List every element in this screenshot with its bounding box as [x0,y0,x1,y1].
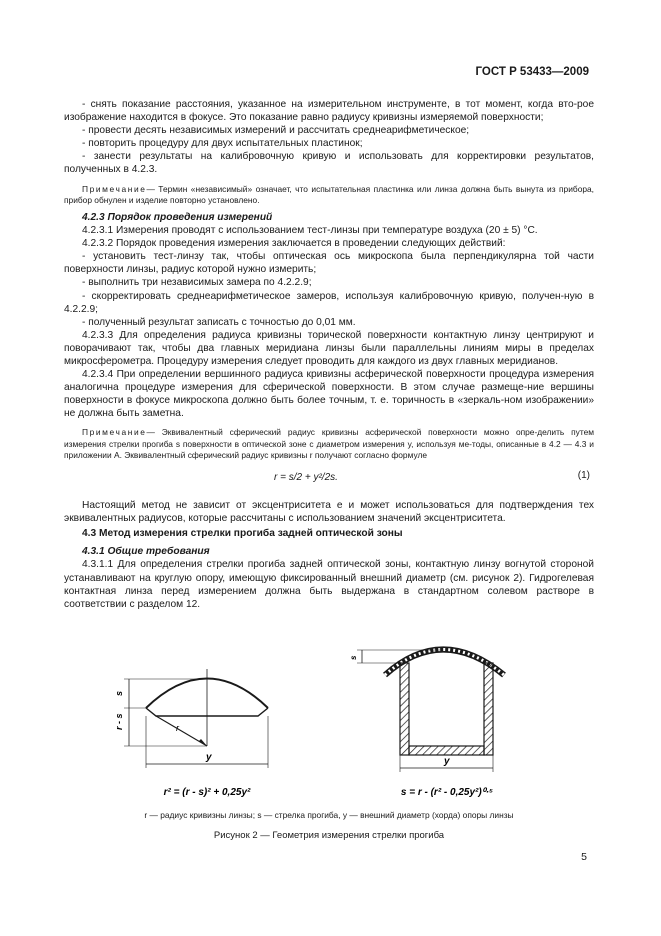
subsection-heading: 4.3.1 Общие требования [82,546,210,558]
figure-2 [64,632,594,802]
formula-number: (1) [577,470,590,482]
note-label: Примечание [82,183,147,194]
label-y: y [206,752,212,763]
formula-text: r = s/2 + y²/2s. [274,472,338,484]
section-heading: 4.3 Метод измерения стрелки прогиба задней оптической зоны [82,528,403,540]
label-r: r [176,723,179,733]
note-label: Примечание [82,427,147,438]
right-diagram [349,650,504,799]
paragraph: - выполнить три независимых замера по 4.2.2.9; [82,277,312,289]
figure-caption: Рисунок 2 — Геометрия измерения стрелки прогиба [213,830,445,841]
label-s: s [349,655,358,660]
paragraph: - установить тест-линзу так, чтобы оптическая ось микроскопа была перпендикулярна той части поверхности линзы, радиус которой нужно измерить; [64,251,594,276]
section-heading: 4.2.3 Порядок проведения измерений [82,211,273,223]
paragraph: - повторить процедуру для двух испытательных пластинок; [82,138,363,150]
paragraph: - снять показание расстояния, указанное на измерительном инструменте, в тот момент, когда вто-рое изображение находится в фокусе. Это показание равно радиусу кривизны измеряемой поверхности; [64,99,594,124]
left-diagram [114,669,268,798]
left-formula: r² = (r - s)² + 0,25y² [163,787,251,798]
paragraph: 4.3.1.1 Для определения стрелки прогиба задней оптической зоны, контактную линзу вогнутой стороной устанавливают на круглую опору, имеющую фиксированный внешний диаметр (см. рисунок 2). Гидрогелевая контактная линза перед измерением должна быть выдержана в стандартном солевом растворе в соответствии с разделом 12. [64,559,594,610]
label-r-minus-s: r - s [114,713,124,730]
paragraph: - полученный результат записать с точностью до 0,01 мм. [82,316,356,328]
note [64,427,594,461]
paragraph: - провести десять независимых измерений и рассчитать среднеарифметическое; [82,125,470,137]
label-y: y [444,756,450,767]
paragraph: - скорректировать среднеарифметическое замеров, используя калибровочную кривую, получен-ную в 4.2.2.9; [64,290,594,315]
paragraph: 4.2.3.2 Порядок проведения измерения заключается в проведении следующих действий: [82,238,506,250]
note [64,184,594,206]
paragraph: 4.2.3.3 Для определения радиуса кривизны торической поверхности контактную линзу центрируют и поворачивают так, чтобы два главных меридиана линзы были параллельны линиям миры в пределах микросферометра. Процедуру измерения следует проводить для каждого из двух главных меридианов. [64,329,594,367]
label-s: s [114,690,124,696]
note-text: — Эквивалентный сферический радиус кривизны асферической поверхности можно опре-делить путем измерения стрелки прогиба s поверхности в оптической зоне с диаметром измерения y, используя ме-тоды, описанные в 4.2 — 4.3 и приложении А. Эквивалентный сферический радиус кривизны r получают согласно формуле [64,427,594,460]
paragraph: - занести результаты на калибровочную кривую и использовать для корректировки результатов, полученных в 4.2.3. [64,151,594,176]
document-code: ГОСТ Р 53433—2009 [475,66,589,78]
right-formula: s = r - (r² - 0,25y²)⁰·⁵ [400,787,494,798]
figure-legend: r — радиус кривизны линзы; s — стрелка прогиба, y — внешний диаметр (хорда) опоры линзы [144,810,514,820]
figure-drawing [64,632,594,802]
paragraph: 4.2.3.1 Измерения проводят с использованием тест-линзы при температуре воздуха (20 ± 5) °С. [82,225,538,237]
paragraph: 4.2.3.4 При определении вершинного радиуса кривизны асферической поверхности процедура измерения аналогична процедуре измерения для сферической поверхности. В этом случае размеще-ние вершины поверхности в фокусе микроскопа должно быть более точным, т. е. торичность в «зеркаль-ном изображении» не должна быть заметна. [64,369,594,420]
page-number: 5 [581,851,587,863]
formula-1 [64,465,594,499]
note-text: — Термин «независимый» означает, что испытательная пластинка или линза должна быть вынута из прибора, прибор обнулен и изделие повторно установлено. [64,183,594,205]
paragraph: Настоящий метод не зависит от эксцентриситета e и может использоваться для подтверждения тех эквивалентных радиусов, которые рассчитаны с использованием значений эксцентриситета. [64,500,594,525]
page-body [64,98,594,611]
